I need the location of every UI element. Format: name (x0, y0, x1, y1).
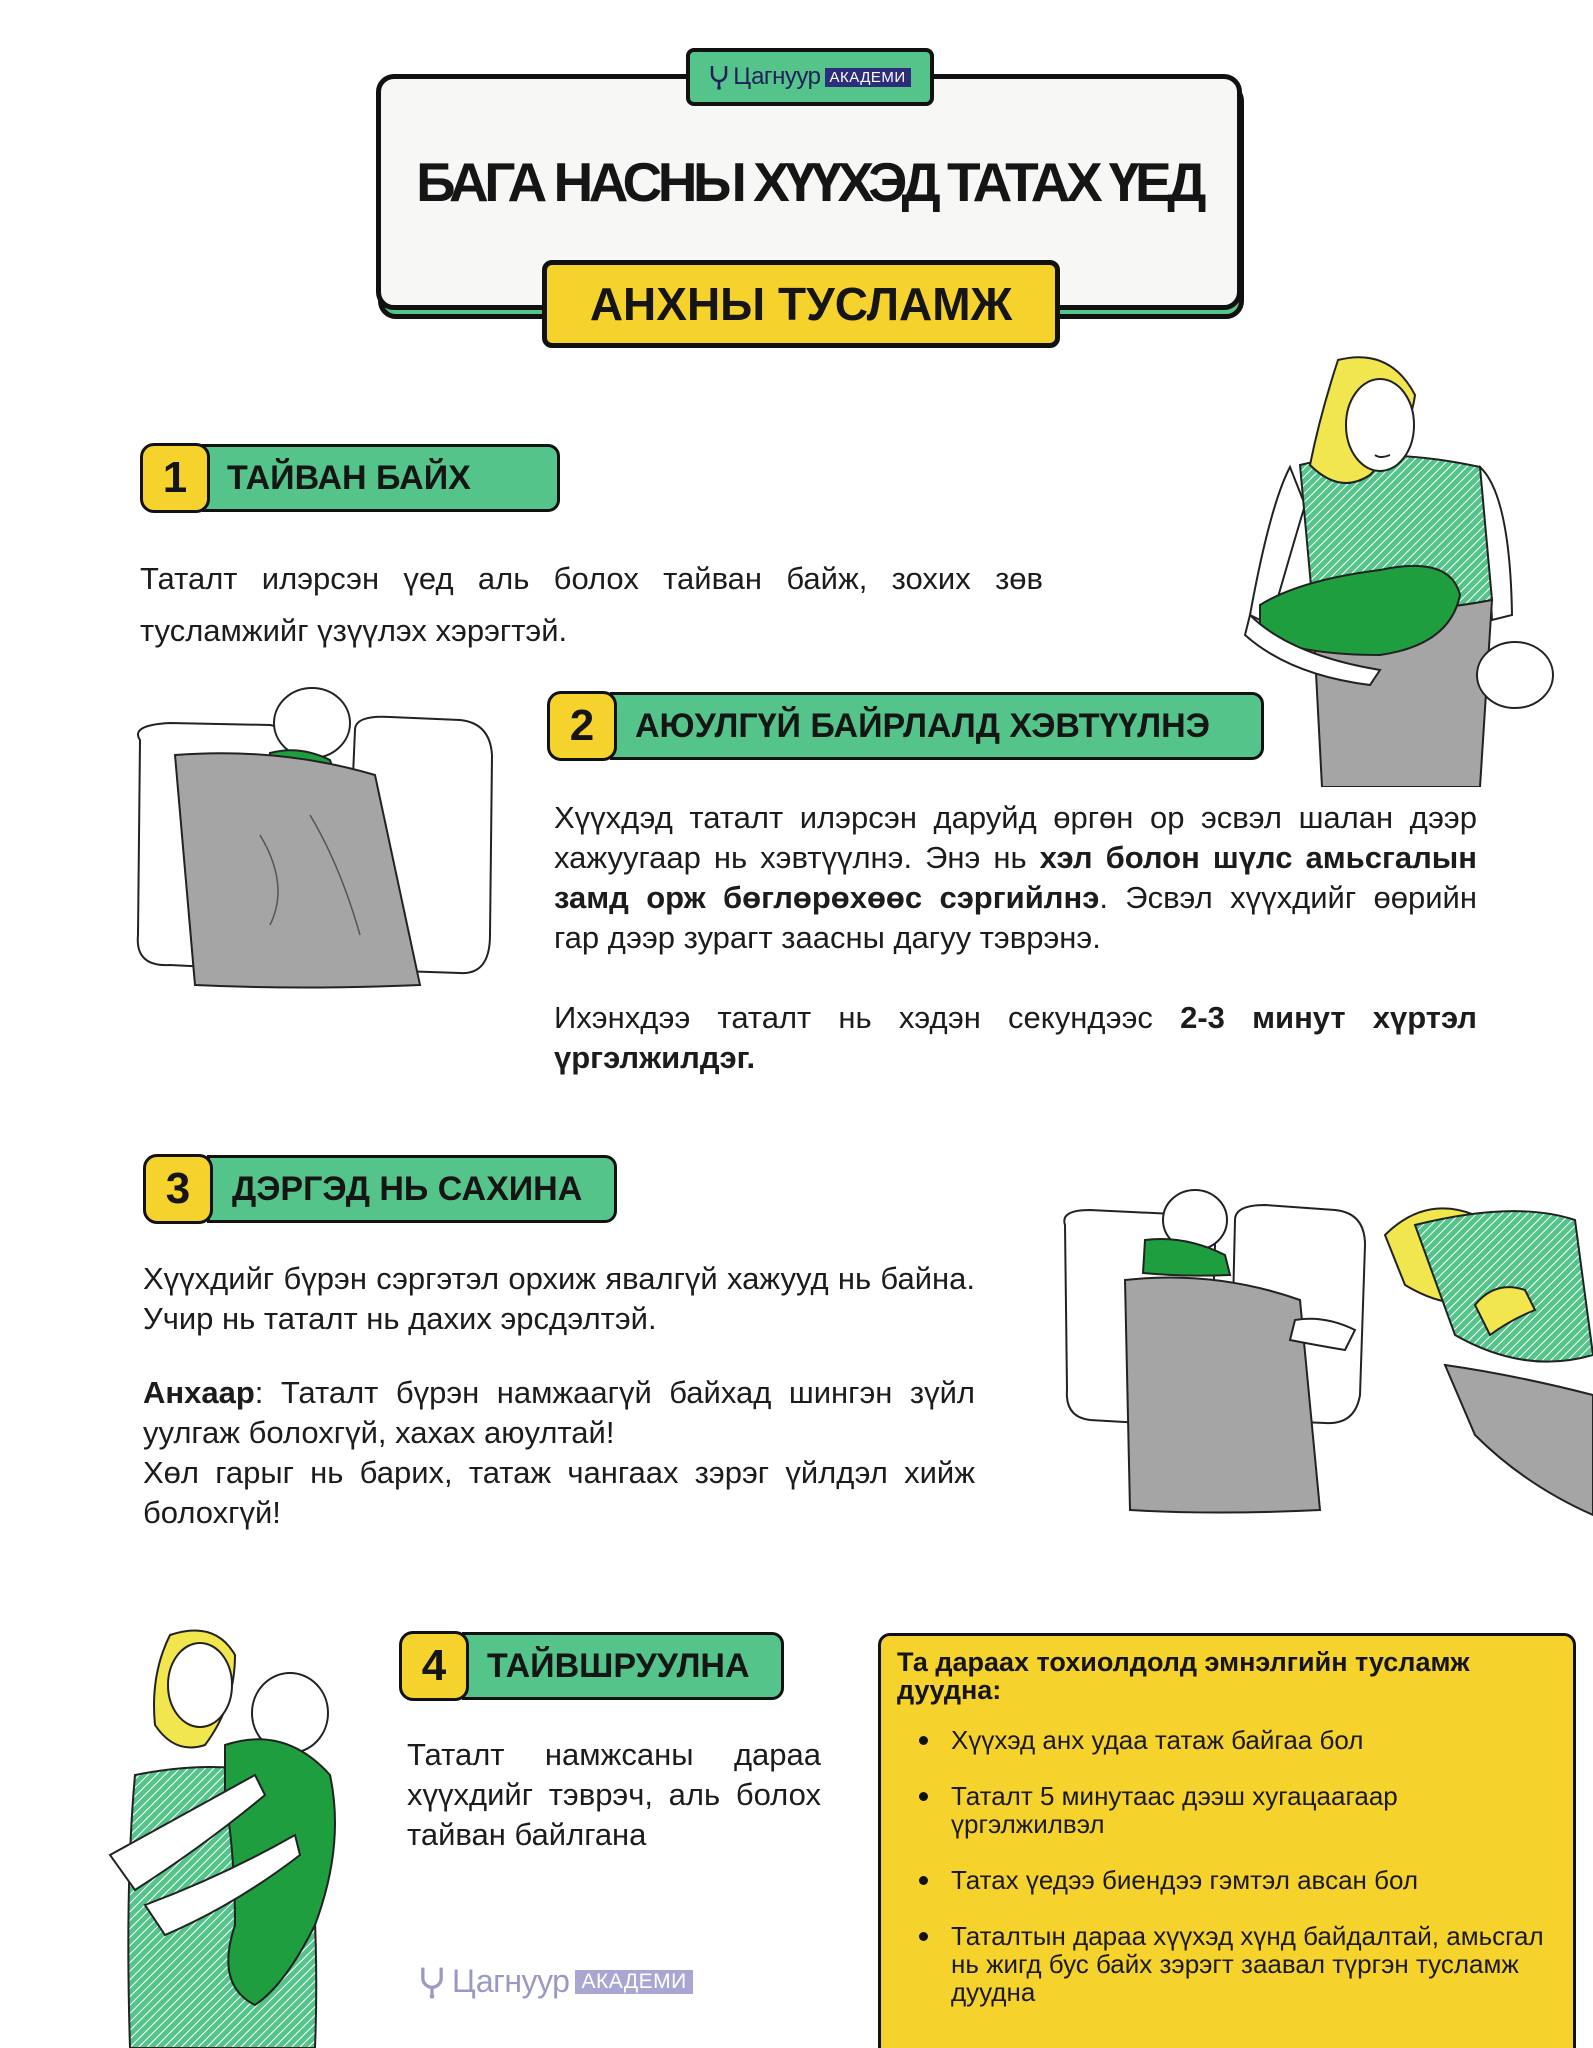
page-title: БАГА НАСНЫ ХҮҮХЭД ТАТАХ ҮЕД (416, 151, 1202, 213)
step-2-number: 2 (547, 691, 617, 761)
woman-holding-baby-illustration (1230, 355, 1570, 787)
woman-watching-baby-illustration (1055, 1185, 1593, 1550)
step-3-number: 3 (143, 1154, 213, 1224)
step-4-number: 4 (399, 1631, 469, 1701)
call-ambulance-list (897, 1726, 1557, 2006)
brand-tag: АКАДЕМИ (825, 68, 911, 87)
step-1-number: 1 (140, 443, 210, 513)
brand-name: Цагнуур (452, 1963, 570, 1999)
step-4-title: ТАЙВШРУУЛНА (462, 1632, 784, 1700)
step-3-note: Хөл гарыг нь барих, татаж чангаах зэрэг үйлдэл хийж болохгүй! (143, 1455, 975, 1530)
brand-name: Цагнуур (733, 63, 821, 90)
step-2-text (554, 798, 1477, 958)
step-2-text-bold: хэл болон шүлс амьсгалын замд орж бөглөрөхөөс сэргийлнэ (554, 840, 1477, 915)
baby-on-pillow-illustration (130, 685, 500, 990)
step-4-text: Таталт намжсаны дараа хүүхдийг тэврэч, аль болох тайван байлгана (407, 1737, 821, 1852)
page-subtitle: АНХНЫ ТУСЛАМЖ (542, 260, 1060, 348)
list-item: Таталт 5 минутаас дээш хугацаагаар үргэлжилвэл (897, 1782, 1557, 1838)
list-item: Таталтын дараа хүүхэд хүнд байдалтай, амьсгал нь жигд бус байх зэрэгт заавал түргэн тусламж дуудна (897, 1922, 1557, 2006)
step-2-text-b: . Эсвэл хүүхдийг өөрийн гар дээр зурагт заасны дагуу тэврэнэ. (554, 880, 1477, 955)
step-2-duration (554, 998, 1477, 1078)
step-2-title: АЮУЛГҮЙ БАЙРЛАЛД ХЭВТҮҮЛНЭ (610, 692, 1264, 760)
step-2-duration-bold: 2-3 минут хүртэл үргэлжилдэг. (554, 1000, 1477, 1075)
step-3-warning (143, 1373, 975, 1453)
brand-logo-bottom (418, 1963, 693, 2000)
step-3-warning-label: Анхаар (143, 1375, 255, 1410)
brand-logo-top (686, 48, 934, 106)
call-ambulance-box (878, 1633, 1576, 2048)
brand-tag: АКАДЕМИ (575, 1970, 692, 1994)
step-2-duration-a: Ихэнхдээ таталт нь хэдэн секундээс (554, 1000, 1181, 1035)
step-3-text: Хүүхдийг бүрэн сэргэтэл орхиж явалгүй хажууд нь байна. Учир нь таталт нь дахих эрсдэлтэй. (143, 1261, 975, 1336)
list-item: Татах үедээ биендээ гэмтэл авсан бол (897, 1866, 1557, 1894)
step-3-warning-text: : Таталт бүрэн намжаагүй байхад шингэн зүйл уулгаж болохгүй, хахах аюултай! (143, 1375, 975, 1450)
woman-hugging-baby-illustration (85, 1625, 345, 2048)
step-2-text-a: Хүүхдэд таталт илэрсэн даруйд өргөн ор эсвэл шалан дээр хажуугаар нь хэвтүүлнэ. Энэ нь (554, 800, 1477, 875)
call-ambulance-title: Та дараах тохиолдолд эмнэлгийн тусламж дуудна: (897, 1647, 1470, 1705)
step-1-text: Таталт илэрсэн үед аль болох тайван байж, зохих зөв тусламжийг үзүүлэх хэрэгтэй. (140, 561, 1043, 648)
stethoscope-icon (418, 1965, 446, 1999)
stethoscope-icon (709, 64, 729, 90)
step-1-title: ТАЙВАН БАЙХ (202, 444, 560, 512)
list-item: Хүүхэд анх удаа татаж байгаа бол (897, 1726, 1557, 1754)
step-3-title: ДЭРГЭД НЬ САХИНА (207, 1155, 617, 1223)
